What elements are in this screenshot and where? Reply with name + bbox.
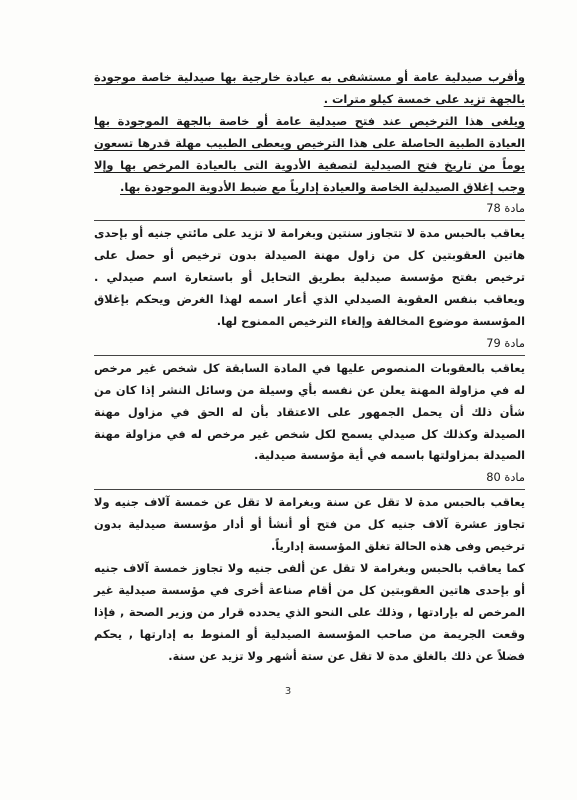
article-paragraph: يعاقب بالحبس مدة لا تقل عن سنة وبغرامة لا تقل عن خمسة آلاف جنيه ولا تجاوز عشرة آلاف جنيه كل من فتح أو أنشأ أو أدار مؤسسة صيدلية بدون ترخيص وفى هذه الحالة تغلق المؤسسة إدارياً. — [94, 495, 525, 554]
article-paragraph: يعاقب بالعقوبات المنصوص عليها في المادة السابقة كل شخص غير مرخص له في مزاولة المهنة يعلن عن نفسه بأي وسيلة من وسائل النشر إذا كان من شأن ذلك أن يحمل الجمهور على الاعتقاد بأن له الحق في مزاول مهنة الصيدلة وكذلك كل صيدلي يسمح لكل شخص غير مرخص له في مزاولة مهنة الصيدلة بمزاولتها باسمه في أية مؤسسة صيدلية. — [94, 360, 525, 463]
article-paragraph: كما يعاقب بالحبس وبغرامة لا تقل عن ألفى جنيه ولا تجاوز خمسة آلاف جنيه أو بإحدى هاتين العقوبتين كل من أقام صناعة أخرى في مؤسسة صيدلية غير المرخص له بإرادتها , وذلك على النحو الذي يحدده قرار من وزير الصحة , فإذا وقعت الجريمة من صاحب المؤسسة الصيدلية أو المنوط به إدارتها , يحكم فضلاً عن ذلك بالغلق مدة لا تقل عن ستة أشهر ولا تزيد عن سنة. — [94, 560, 525, 663]
article-paragraph: يعاقب بالحبس مدة لا تتجاوز سنتين وبغرامة لا تزيد على مائتي جنيه أو بإحدى هاتين العقوبتين كل من زاول مهنة الصيدلة بدون ترخيص أو حصل على ترخيص بفتح مؤسسة صيدلية بطريق التحايل أو باستعارة اسم صيدلي . ويعاقب بنفس العقوبة الصيدلي الذي أعار اسمه لهذا الغرض ويحكم بإغلاق المؤسسة موضوع المخالفة وإلغاء الترخيص الممنوح لها. — [94, 226, 525, 328]
article-heading: مادة 80 — [94, 467, 525, 490]
page-number: 3 — [284, 686, 292, 697]
article-paragraph: ويلغى هذا الترخيص عند فتح صيدلية عامة أو خاصة بالجهة الموجودة بها العيادة الطبية الحاصلة على هذا الترخيص ويعطى الطبيب مهلة قدرها تسعون يوماً من تاريخ فتح الصيدلية لتصفية الأدوية التى بالعيادة المرخص بها وإلا وجب إغلاق الصيدلية الخاصة والعيادة إدارياً مع ضبط الأدوية الموجودة بها. — [94, 113, 525, 194]
article-heading: مادة 79 — [94, 333, 525, 356]
article-heading: مادة 78 — [94, 198, 525, 221]
document-body — [94, 67, 525, 667]
article-paragraph: وأقرب صيدلية عامة أو مستشفى به عيادة خارجية بها صيدلية خاصة موجودة بالجهة تزيد على خمسة كيلو مترات . — [94, 70, 525, 106]
